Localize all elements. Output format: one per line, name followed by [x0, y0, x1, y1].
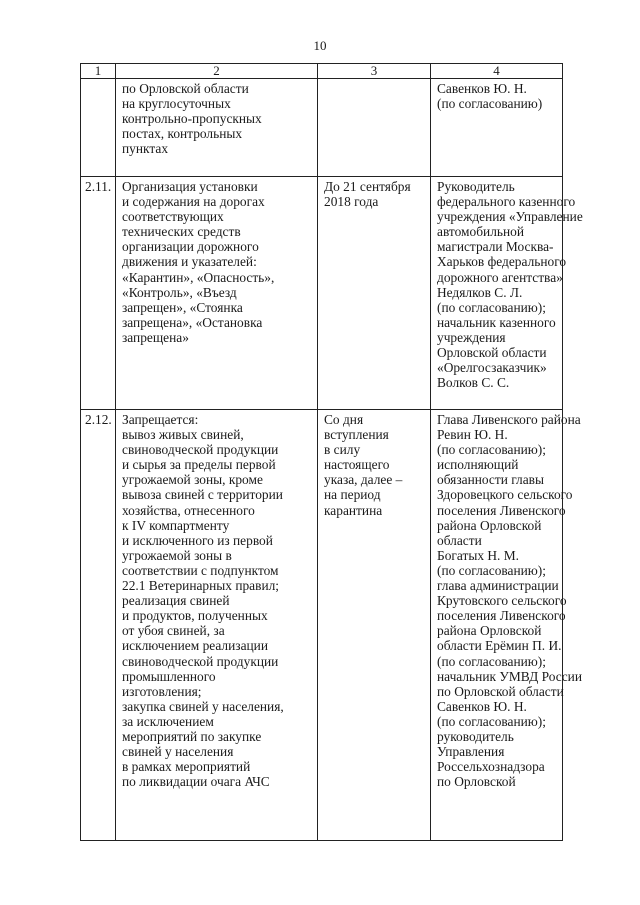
text-line: области: [437, 532, 482, 548]
text-line: Организация установки: [122, 179, 258, 194]
text-line: Харьков федерального: [437, 254, 567, 270]
text-line: Богатых Н. М.: [437, 547, 519, 563]
text-line: глава администрации: [437, 578, 559, 594]
text-line: карантина: [324, 502, 383, 518]
text-line: дорожного агентства»: [437, 269, 563, 285]
text-line: на период: [324, 487, 381, 503]
text-line: соответствующих: [122, 209, 224, 225]
measures-table: [80, 63, 583, 841]
text-line: за исключением: [122, 713, 214, 729]
table-row: [81, 79, 563, 177]
text-line: (по согласованию);: [437, 713, 546, 729]
responsible-text: [431, 177, 583, 391]
text-line: магистрали Москва-: [437, 239, 554, 255]
text-line: «Орелгосзаказчик»: [437, 360, 547, 376]
text-line: запрещен», «Стоянка: [122, 299, 243, 315]
text-line: в силу: [324, 442, 361, 458]
text-line: указа, далее –: [324, 472, 403, 488]
text-line: района Орловской: [437, 623, 542, 639]
text-line: запрещена», «Остановка: [122, 314, 263, 330]
text-line: поселения Ливенского: [437, 608, 566, 624]
text-line: руководитель: [437, 728, 514, 744]
text-line: исключением реализации: [122, 638, 269, 654]
action-text: [116, 79, 317, 156]
text-line: области Ерёмин П. И.: [437, 638, 562, 654]
text-line: Со дня: [324, 412, 364, 427]
text-line: автомобильной: [437, 224, 525, 240]
text-line: обязанности главы: [437, 472, 544, 488]
item-number: [81, 79, 115, 81]
text-line: (по согласованию);: [437, 442, 546, 458]
text-line: Глава Ливенского района: [437, 412, 581, 427]
text-line: федерального казенного: [437, 194, 576, 210]
text-line: Недялков С. Л.: [437, 284, 523, 300]
text-line: угрожаемой зоны, кроме: [122, 472, 263, 488]
term-text: [318, 79, 430, 81]
text-line: Здоровецкого сельского: [437, 487, 573, 503]
text-line: и исключенного из первой: [122, 532, 273, 548]
text-line: пунктах: [122, 141, 169, 157]
text-line: (по согласованию): [437, 96, 543, 112]
text-line: запрещена»: [122, 329, 189, 345]
text-line: До 21 сентября: [324, 179, 411, 194]
text-line: по Орловской области: [122, 81, 249, 96]
text-line: Крутовского сельского: [437, 593, 567, 609]
text-line: Запрещается:: [122, 412, 199, 427]
text-line: «Карантин», «Опасность»,: [122, 269, 275, 285]
text-line: «Контроль», «Въезд: [122, 284, 237, 300]
text-line: по Орловской: [437, 774, 516, 790]
table-header-row: [81, 64, 563, 79]
text-line: движения и указателей:: [122, 254, 257, 270]
text-line: угрожаемой зоны в: [122, 547, 232, 563]
table-row: [81, 177, 563, 410]
responsible-text: [431, 79, 562, 111]
text-line: Ревин Ю. Н.: [437, 427, 508, 443]
text-line: учреждения: [437, 329, 506, 345]
text-line: вывоза свиней с территории: [122, 487, 283, 503]
text-line: мероприятий по закупке: [122, 728, 262, 744]
text-line: организации дорожного: [122, 239, 259, 255]
text-line: Савенков Ю. Н.: [437, 81, 527, 96]
text-line: 2018 года: [324, 194, 379, 210]
header-cell-1: 1: [81, 64, 116, 79]
text-line: вступления: [324, 427, 389, 443]
page-number: 10: [313, 38, 327, 53]
text-line: Волков С. С.: [437, 375, 510, 391]
action-text: [116, 410, 317, 789]
text-line: свиноводческой продукции: [122, 442, 279, 458]
text-line: промышленного: [122, 668, 216, 684]
text-line: настоящего: [324, 457, 390, 473]
text-line: изготовления;: [122, 683, 202, 699]
item-number: 2.12.: [85, 412, 112, 427]
text-line: вывоз живых свиней,: [122, 427, 244, 443]
responsible-text: [431, 410, 582, 790]
text-line: (по согласованию);: [437, 653, 546, 669]
term-text: [318, 410, 430, 518]
text-line: начальник УМВД России: [437, 668, 582, 684]
header-cell-2: 2: [116, 64, 318, 79]
text-line: на круглосуточных: [122, 96, 231, 112]
table-row: [81, 410, 563, 841]
text-line: Савенков Ю. Н.: [437, 698, 527, 714]
text-line: по ликвидации очага АЧС: [122, 774, 270, 790]
header-cell-3: 3: [318, 64, 431, 79]
text-line: исполняющий: [437, 457, 519, 473]
text-line: учреждения «Управление: [437, 209, 583, 225]
text-line: и продуктов, полученных: [122, 608, 268, 624]
text-line: Россельхознадзора: [437, 759, 545, 775]
item-number: 2.11.: [85, 179, 112, 194]
text-line: Руководитель: [437, 179, 515, 194]
text-line: свиней у населения: [122, 744, 234, 760]
text-line: (по согласованию);: [437, 562, 546, 578]
text-line: хозяйства, отнесенного: [122, 502, 255, 518]
text-line: (по согласованию);: [437, 299, 546, 315]
text-line: соответствии с подпунктом: [122, 562, 279, 578]
text-line: от убоя свиней, за: [122, 623, 225, 639]
text-line: свиноводческой продукции: [122, 653, 279, 669]
text-line: района Орловской: [437, 517, 542, 533]
text-line: и содержания на дорогах: [122, 194, 265, 210]
action-text: [116, 177, 317, 345]
text-line: постах, контрольных: [122, 126, 243, 142]
text-line: и сырья за пределы первой: [122, 457, 276, 473]
text-line: Орловской области: [437, 345, 547, 361]
text-line: по Орловской области: [437, 683, 564, 699]
text-line: закупка свиней у населения,: [122, 698, 284, 714]
text-line: к IV компартменту: [122, 517, 230, 533]
text-line: 22.1 Ветеринарных правил;: [122, 578, 280, 594]
text-line: реализация свиней: [122, 593, 230, 609]
text-line: в рамках мероприятий: [122, 759, 251, 775]
header-cell-4: 4: [431, 64, 563, 79]
text-line: контрольно-пропускных: [122, 111, 262, 127]
term-text: [318, 177, 430, 209]
text-line: технических средств: [122, 224, 241, 240]
text-line: поселения Ливенского: [437, 502, 566, 518]
text-line: начальник казенного: [437, 314, 556, 330]
text-line: Управления: [437, 744, 505, 760]
